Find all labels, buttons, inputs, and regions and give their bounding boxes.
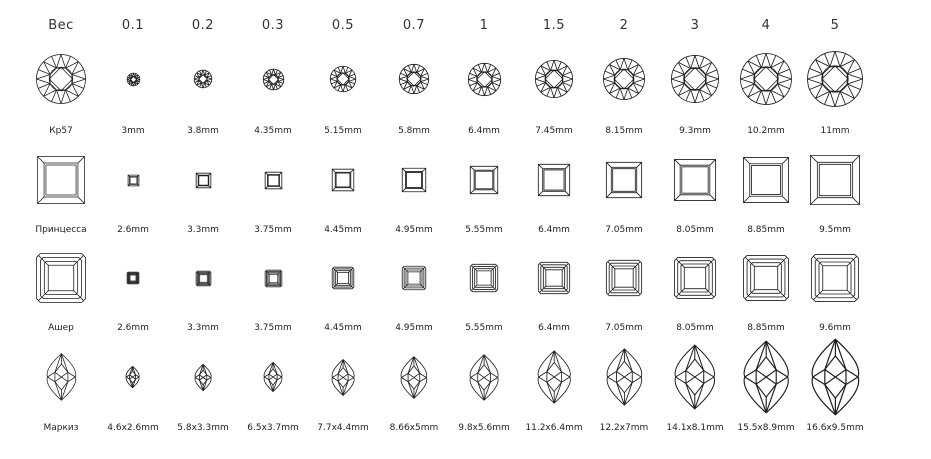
weight-header-8: 2 — [619, 18, 629, 33]
size-label: 11.2x6.4mm — [525, 423, 583, 433]
size-label: 14.1x8.1mm — [666, 423, 724, 433]
size-label: 2.6mm — [117, 225, 149, 235]
size-label: 16.6x9.5mm — [806, 423, 864, 433]
round-brilliant-icon — [330, 66, 356, 92]
round-brilliant-icon — [740, 53, 792, 105]
size-label: 3.75mm — [254, 323, 292, 333]
weight-header-7: 1.5 — [542, 18, 566, 33]
size-label: 3mm — [121, 126, 145, 136]
round-brilliant-icon — [194, 70, 212, 88]
princess-cut-icon — [674, 159, 716, 201]
size-label: 6.4mm — [468, 126, 500, 136]
asscher-cut-icon — [332, 267, 354, 289]
size-label: 8.05mm — [676, 323, 714, 333]
round-brilliant-icon — [603, 58, 645, 100]
size-label: 11mm — [820, 126, 850, 136]
size-label: 8.66x5mm — [389, 423, 439, 433]
asscher-cut-icon — [811, 254, 859, 302]
asscher-cut-icon — [538, 262, 570, 294]
weight-header-label: Вес — [48, 18, 74, 33]
size-label: 5.55mm — [465, 323, 503, 333]
size-label: 5.55mm — [465, 225, 503, 235]
marquise-cut-icon — [47, 353, 76, 401]
weight-header-2: 0.2 — [191, 18, 215, 33]
princess-cut-icon — [606, 162, 642, 198]
asscher-cut-icon — [265, 270, 282, 287]
princess-cut-icon — [402, 168, 426, 192]
size-label: 15.5x8.9mm — [737, 423, 795, 433]
size-label: 8.15mm — [605, 126, 643, 136]
princess-cut-icon — [128, 175, 139, 186]
princess-cut-icon — [470, 166, 498, 194]
size-label: 5.15mm — [324, 126, 362, 136]
shape-name-label: Маркиз — [43, 423, 79, 433]
size-label: 4.6x2.6mm — [107, 423, 159, 433]
round-brilliant-icon — [127, 73, 140, 86]
size-label: 9.8x5.6mm — [458, 423, 510, 433]
size-label: 7.45mm — [535, 126, 573, 136]
size-label: 7.05mm — [605, 225, 643, 235]
weight-header-4: 0.5 — [331, 18, 355, 33]
size-label: 5.8x3.3mm — [177, 423, 229, 433]
weight-header-10: 4 — [761, 18, 771, 33]
asscher-cut-icon — [470, 264, 498, 292]
size-label: 4.95mm — [395, 323, 433, 333]
weight-header-1: 0.1 — [121, 18, 145, 33]
size-label: 4.95mm — [395, 225, 433, 235]
princess-cut-icon — [538, 164, 570, 196]
weight-header-9: 3 — [690, 18, 700, 33]
weight-header-5: 0.7 — [402, 18, 426, 33]
marquise-cut-icon — [607, 348, 642, 406]
size-label: 12.2x7mm — [599, 423, 649, 433]
size-label: 7.7x4.4mm — [317, 423, 369, 433]
asscher-cut-icon — [674, 257, 716, 299]
asscher-cut-icon — [743, 255, 789, 301]
marquise-cut-icon — [538, 350, 570, 404]
asscher-cut-icon — [127, 272, 139, 284]
size-label: 8.85mm — [747, 225, 785, 235]
size-label: 10.2mm — [747, 126, 785, 136]
princess-cut-icon — [332, 169, 354, 191]
shape-name-label: Принцесса — [35, 225, 87, 235]
size-label: 7.05mm — [605, 323, 643, 333]
size-label: 9.3mm — [679, 126, 711, 136]
size-label: 2.6mm — [117, 323, 149, 333]
size-label: 4.45mm — [324, 323, 362, 333]
asscher-cut-icon — [606, 260, 642, 296]
round-brilliant-icon — [468, 63, 501, 96]
size-label: 3.75mm — [254, 225, 292, 235]
asscher-cut-icon — [196, 271, 211, 286]
size-label: 3.8mm — [187, 126, 219, 136]
size-label: 4.45mm — [324, 225, 362, 235]
marquise-cut-icon — [675, 344, 715, 410]
size-label: 6.4mm — [538, 323, 570, 333]
size-label: 9.6mm — [819, 323, 851, 333]
size-label: 6.5x3.7mm — [247, 423, 299, 433]
weight-header-6: 1 — [479, 18, 489, 33]
marquise-cut-icon — [264, 362, 282, 392]
size-label: 6.4mm — [538, 225, 570, 235]
princess-cut-icon — [743, 157, 789, 203]
size-label: 3.3mm — [187, 225, 219, 235]
princess-cut-icon — [37, 156, 85, 204]
round-brilliant-icon — [807, 51, 863, 107]
princess-cut-icon — [196, 173, 211, 188]
marquise-cut-icon — [812, 338, 859, 416]
round-brilliant-icon — [671, 55, 719, 103]
size-label: 9.5mm — [819, 225, 851, 235]
size-label: 4.35mm — [254, 126, 292, 136]
round-brilliant-icon — [535, 60, 573, 98]
size-label: 5.8mm — [398, 126, 430, 136]
marquise-cut-icon — [126, 366, 139, 388]
size-label: 3.3mm — [187, 323, 219, 333]
marquise-cut-icon — [401, 356, 427, 399]
shape-name-label: Ашер — [48, 323, 74, 333]
size-label: 8.05mm — [676, 225, 714, 235]
marquise-cut-icon — [470, 354, 498, 401]
round-brilliant-icon — [263, 69, 284, 90]
shape-name-label: Кр57 — [49, 126, 73, 136]
round-brilliant-icon — [36, 54, 86, 104]
marquise-cut-icon — [195, 364, 211, 391]
princess-cut-icon — [265, 172, 282, 189]
size-label: 8.85mm — [747, 323, 785, 333]
round-brilliant-icon — [399, 64, 429, 94]
asscher-cut-icon — [402, 266, 426, 290]
weight-header-11: 5 — [830, 18, 840, 33]
asscher-cut-icon — [36, 253, 86, 303]
weight-header-3: 0.3 — [261, 18, 285, 33]
marquise-cut-icon — [332, 359, 354, 396]
princess-cut-icon — [810, 155, 860, 205]
marquise-cut-icon — [744, 340, 788, 414]
